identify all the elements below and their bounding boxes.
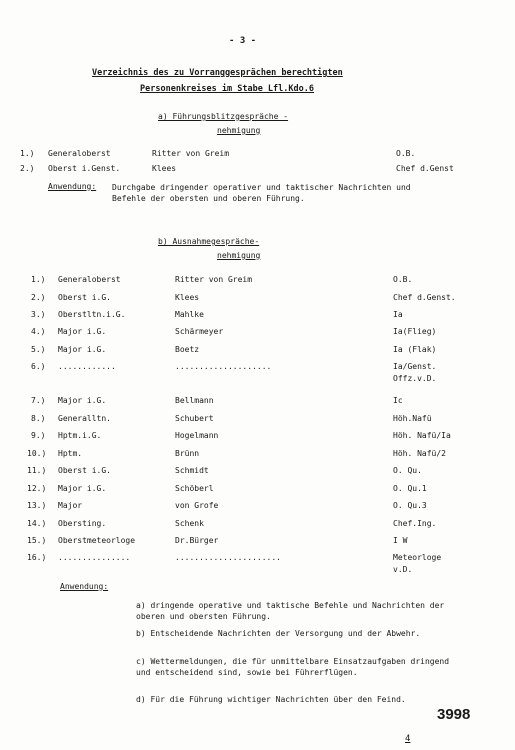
anwendung-item-a: a) dringende operative und taktische Befehle und Nachrichten der oberen und obersten Führung.	[136, 601, 445, 621]
row-role-cont: v.D.	[393, 565, 413, 574]
row-name: Hogelmann	[175, 431, 219, 440]
table-row	[0, 449, 515, 461]
row-number: 4.)	[31, 327, 46, 336]
row-rank: Major i.G.	[58, 484, 107, 493]
section-a-row	[0, 164, 515, 176]
row-number: 5.)	[31, 345, 46, 354]
section-a-row	[0, 149, 515, 161]
row-number: 8.)	[31, 414, 46, 423]
row-name: Schöberl	[175, 484, 214, 493]
table-row	[0, 484, 515, 496]
page-number-top: - 3 -	[229, 36, 257, 46]
row-number: 14.)	[27, 519, 47, 528]
row-role: O. Qu.3	[393, 501, 427, 510]
row-role: Ia(Flieg)	[393, 327, 437, 336]
anwendung-item-b: b) Entscheidende Nachrichten der Versorgung und der Abwehr.	[136, 629, 421, 638]
row-rank: Oberst i.G.	[58, 293, 111, 302]
row-number: 3.)	[31, 310, 46, 319]
section-a-anwendung-text: Durchgabe dringender operativer und taktischer Nachrichten und Befehle der obersten und oberen Führung.	[112, 183, 411, 203]
row-role: Ia/Genst.	[393, 362, 437, 371]
row-number: 1.)	[20, 149, 35, 158]
row-number: 16.)	[27, 553, 47, 562]
table-row	[0, 396, 515, 408]
row-name: von Grofe	[175, 501, 219, 510]
table-row	[0, 275, 515, 287]
row-name: Ritter von Greim	[152, 149, 230, 158]
row-role: Höh. Nafü/2	[393, 449, 446, 458]
section-b-anwendung-label: Anwendung:	[60, 582, 109, 591]
row-role: Höh. Nafü/Ia	[393, 431, 451, 440]
row-role: Meteorloge	[393, 553, 442, 562]
row-number: 9.)	[31, 431, 46, 440]
row-name: Klees	[152, 164, 177, 173]
section-a-anwendung-label: Anwendung:	[48, 182, 97, 191]
row-role-cont: Offz.v.D.	[393, 374, 437, 383]
table-row	[0, 519, 515, 531]
row-name: Schärmeyer	[175, 327, 224, 336]
row-number: 15.)	[27, 536, 47, 545]
row-name: Brünn	[175, 449, 200, 458]
row-number: 6.)	[31, 362, 46, 371]
row-rank: Hptm.	[58, 449, 83, 458]
document-title-line1: Verzeichnis des zu Vorranggesprächen berechtigten	[92, 68, 343, 78]
row-name: Schubert	[175, 414, 214, 423]
row-role: Ia (Flak)	[393, 345, 437, 354]
row-rank: Generalltn.	[58, 414, 111, 423]
row-role: O. Qu.	[393, 466, 422, 475]
table-row	[0, 553, 515, 565]
row-role: Chef d.Genst.	[393, 293, 456, 302]
row-role: Ia	[393, 310, 403, 319]
row-rank: Obersting.	[58, 519, 107, 528]
row-rank: Oberstltn.i.G.	[58, 310, 126, 319]
row-name: ......................	[175, 553, 281, 562]
row-role: Chef d.Genst	[396, 164, 454, 173]
row-number: 2.)	[20, 164, 35, 173]
row-rank: Generaloberst	[48, 149, 111, 158]
row-number: 10.)	[27, 449, 47, 458]
table-row	[0, 345, 515, 357]
row-number: 2.)	[31, 293, 46, 302]
row-rank: Major i.G.	[58, 345, 107, 354]
row-role: Chef.Ing.	[393, 519, 437, 528]
table-row	[0, 293, 515, 305]
row-rank: Major	[58, 501, 83, 510]
section-b-heading-cont: nehmigung	[217, 251, 261, 260]
section-a-heading: a) Führungsblitzgespräche -	[158, 112, 289, 121]
table-row	[0, 414, 515, 426]
row-name: ....................	[175, 362, 272, 371]
document-title-line2: Personenkreises im Stabe Lfl.Kdo.6	[140, 84, 314, 94]
table-row	[0, 466, 515, 478]
row-rank: Hptm.i.G.	[58, 431, 102, 440]
row-role: Höh.Nafü	[393, 414, 432, 423]
table-row	[0, 536, 515, 548]
anwendung-item-d: d) Für die Führung wichtiger Nachrichten über den Feind.	[136, 695, 406, 704]
row-role: Ic	[393, 396, 403, 405]
row-number: 11.)	[27, 466, 47, 475]
row-number: 1.)	[31, 275, 46, 284]
row-role: O.B.	[393, 275, 413, 284]
row-rank: Major i.G.	[58, 396, 107, 405]
row-name: Dr.Bürger	[175, 536, 219, 545]
table-row	[0, 362, 515, 374]
row-name: Bellmann	[175, 396, 214, 405]
section-b-heading: b) Ausnahmegespräche-	[158, 237, 260, 246]
row-role: O.B.	[396, 149, 416, 158]
row-number: 13.)	[27, 501, 47, 510]
row-rank: Oberst i.G.	[58, 466, 111, 475]
table-row	[0, 327, 515, 339]
row-rank: Generaloberst	[58, 275, 121, 284]
page-number-bottom: 4	[405, 734, 411, 744]
row-name: Ritter von Greim	[175, 275, 253, 284]
stamp-number: 3998	[437, 706, 471, 723]
anwendung-item-c: c) Wettermeldungen, die für unmittelbare Einsatzaufgaben dringend und entscheidend sind, sowie bei Führerflügen.	[136, 657, 450, 677]
row-name: Schenk	[175, 519, 204, 528]
row-name: Klees	[175, 293, 200, 302]
row-number: 12.)	[27, 484, 47, 493]
table-row	[0, 431, 515, 443]
row-name: Schmidt	[175, 466, 209, 475]
row-role: I W	[393, 536, 408, 545]
section-a-heading-cont: nehmigung	[217, 126, 261, 135]
row-number: 7.)	[31, 396, 46, 405]
row-name: Mahlke	[175, 310, 204, 319]
row-rank: Major i.G.	[58, 327, 107, 336]
row-role: O. Qu.1	[393, 484, 427, 493]
row-rank: ...............	[58, 553, 131, 562]
row-rank: Oberstmeteorloge	[58, 536, 136, 545]
row-name: Boetz	[175, 345, 200, 354]
table-row	[0, 310, 515, 322]
row-rank: Oberst i.Genst.	[48, 164, 121, 173]
table-row	[0, 501, 515, 513]
row-rank: ............	[58, 362, 116, 371]
